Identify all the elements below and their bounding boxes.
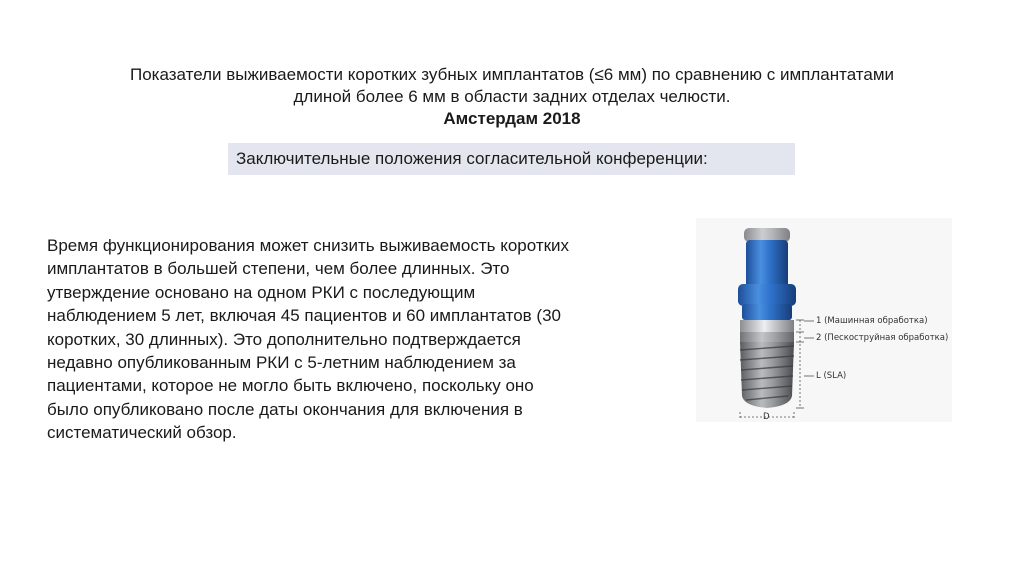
label-machined: 1 (Машинная обработка) (816, 316, 928, 326)
conclusion-heading: Заключительные положения согласительной конференции: (236, 149, 708, 168)
conclusion-heading-box (228, 143, 795, 175)
implant-sandblasted-band (740, 332, 794, 342)
body-line: наблюдением 5 лет, включая 45 пациентов и 60 имплантатов (30 (47, 306, 561, 326)
slide-title (60, 64, 964, 130)
dental-implant-figure (696, 218, 952, 422)
label-sla: L (SLA) (816, 371, 847, 381)
implant-mount-flange (738, 284, 796, 306)
title-year: Амстердам 2018 (443, 109, 581, 128)
body-line: имплантатов в большей степени, чем более длинных. Это (47, 259, 510, 279)
body-line: Время функционирования может снизить выживаемость коротких (47, 236, 570, 255)
implant-cap (744, 228, 790, 242)
body-line: пациентами, которое не могло быть включено, поскольку оно (47, 376, 534, 396)
title-line-1: Показатели выживаемости коротких зубных имплантатов (≤6 мм) по сравнению с имплантатами (129, 65, 895, 84)
implant-collar (740, 320, 794, 332)
body-line: коротких, 30 длинных). Это дополнительно подтверждается (47, 329, 521, 349)
body-line: было опубликовано после даты окончания для включения в (47, 399, 523, 419)
body-line: недавно опубликованным РКИ с 5-летним наблюдением за (47, 353, 516, 373)
body-line: утверждение основано на одном РКИ с последующим (47, 282, 476, 302)
body-paragraph (47, 234, 647, 445)
implant-mount-base (742, 304, 792, 320)
body-line: систематический обзор. (47, 423, 237, 443)
label-sandblasted: 2 (Пескоструйная обработка) (816, 333, 949, 343)
title-line-2: длиной более 6 мм в области задних отделах челюсти. (293, 87, 731, 106)
label-diameter: D (763, 412, 770, 422)
